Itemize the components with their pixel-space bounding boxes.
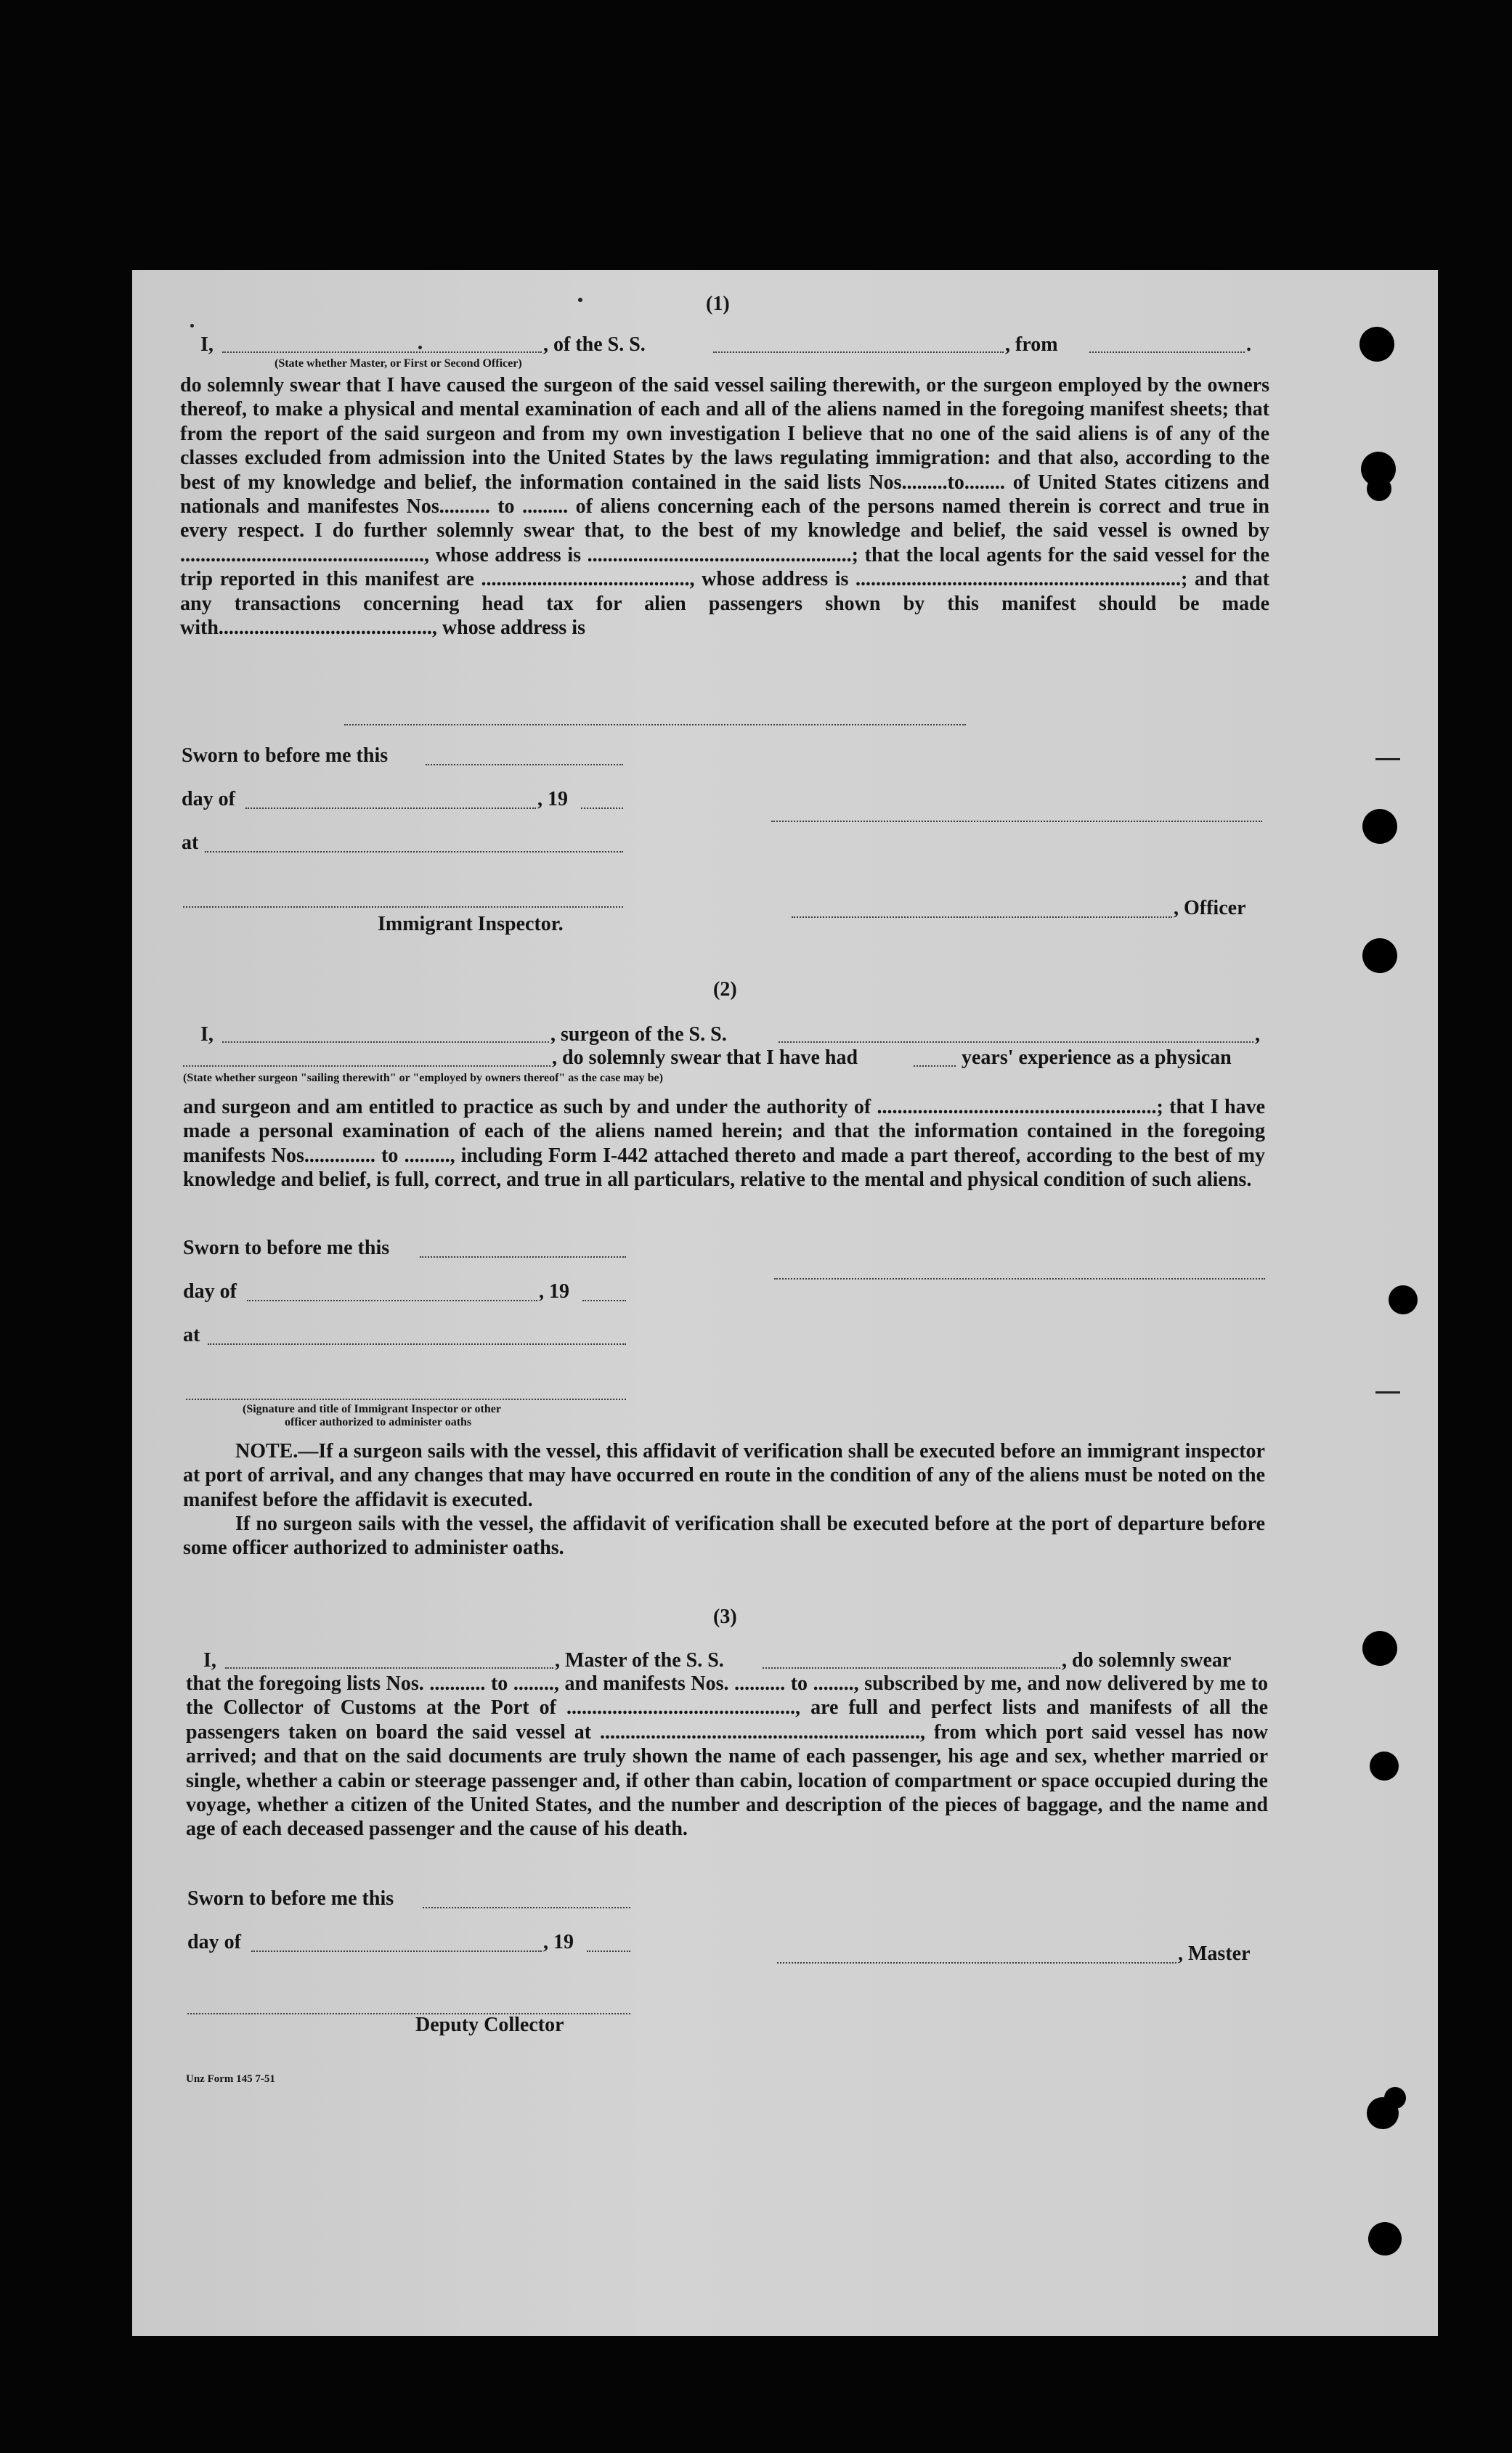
surgeon-type-field[interactable]: [183, 1065, 550, 1067]
deputy-collector-label: Deputy Collector: [415, 2014, 564, 2036]
officer-label: , Officer: [1174, 897, 1246, 919]
section1-at-field[interactable]: [205, 851, 623, 853]
section2-body: and surgeon and am entitled to practice as such by and under the authority of .......................................................; that I have made a personal examination of each of the aliens named herein; and that the information contained in the foregoing manifests Nos.............. to ........., including Form I-442 attached thereto and made a part thereof, according to the best of my knowledge and belief, is full, correct, and true in all particulars, relative to the mental and physical condition of such aliens.: [183, 1096, 1265, 1192]
section3-i-label: I,: [203, 1649, 216, 1672]
section3-sworn-label: Sworn to before me this: [187, 1887, 394, 1910]
section3-ship-name-field[interactable]: [763, 1667, 1060, 1669]
head-tax-address-field[interactable]: [344, 724, 966, 725]
section2-i-label: I,: [200, 1023, 214, 1046]
section1-day-of-label: day of: [182, 788, 235, 810]
section1-sworn-label: Sworn to before me this: [182, 744, 389, 767]
binder-hole: [1367, 476, 1391, 501]
section2-sworn-date-field[interactable]: [420, 1256, 626, 1258]
section2-at-label: at: [183, 1324, 200, 1346]
form-number: Unz Form 145 7-51: [186, 2073, 275, 2085]
section1-body: do solemnly swear that I have caused the surgeon of the said vessel sailing therewith, or the surgeon employed by the owners thereof, to make a physical and mental examination of each and all of the aliens named in the foregoing manifest sheets; that from the report of the said surgeon and from my own investigation I believe that no one of the said aliens is of any of the classes excluded from admission into the United States by the laws regulating immigration: and that also, according to the best of my knowledge and belief, the information contained in the said lists Nos.........to........ of United States citizens and nationals and manifestes Nos.......... to ......... of aliens concerning each of the persons named therein is correct and true in every respect. I do further solemnly swear that, to the best of my knowledge and belief, the said vessel is owned by ................................................, whose address is ....................................................; that the local agents for the said vessel for the trip reported in this manifest are ........................................., whose address is ................................................................; and that any transactions concerning head tax for alien passengers shown by this manifest should be made with.........................................., whose address is: [180, 374, 1269, 640]
section2-surgeon-label: , surgeon of the S. S.: [550, 1023, 727, 1046]
section1-heading: (1): [706, 293, 730, 315]
speck: [578, 298, 582, 302]
immigrant-inspector-label: Immigrant Inspector.: [378, 913, 564, 935]
section3-day-of-label: day of: [187, 1931, 241, 1953]
section2-year-label: , 19: [539, 1280, 569, 1303]
master-name-field[interactable]: [222, 351, 542, 353]
section1-year-field[interactable]: [581, 808, 623, 809]
ship-name-field[interactable]: [713, 351, 1004, 353]
departure-port-field[interactable]: [1089, 351, 1245, 353]
section2-day-of-label: day of: [183, 1280, 237, 1303]
section2-sworn-label: Sworn to before me this: [183, 1237, 390, 1259]
section3-heading: (3): [713, 1606, 737, 1628]
note-paragraph-2: If no surgeon sails with the vessel, the affidavit of verification shall be executed before at the port of departure before some officer authorized to administer oaths.: [183, 1513, 1265, 1560]
section1-line-end: .: [1246, 333, 1251, 356]
section2-heading: (2): [713, 978, 737, 1001]
note-paragraph-1: NOTE.—If a surgeon sails with the vessel, this affidavit of verification shall be executed before an immigrant inspector at port of arrival, and any changes that may have occurred en route in the condition of any of the aliens must be noted on the manifest before the affidavit is executed.: [183, 1440, 1265, 1511]
form-page: [132, 270, 1438, 2336]
signature-note-line1: (Signature and title of Immigrant Inspector or other: [243, 1403, 501, 1415]
section3-year-label: , 19: [543, 1931, 574, 1953]
inspector-signature-line[interactable]: [183, 906, 623, 908]
section3-master-signature-label: , Master: [1178, 1943, 1251, 1965]
margin-dash: [1375, 1391, 1400, 1394]
margin-dash: [1375, 758, 1400, 760]
section1-signature-line[interactable]: [771, 821, 1262, 822]
section1-month-field[interactable]: [245, 808, 536, 809]
surgeon-name-field[interactable]: [222, 1041, 549, 1043]
section2-year-field[interactable]: [582, 1300, 626, 1301]
section1-officer-note: (State whether Master, or First or Second Officer): [275, 357, 522, 370]
binder-hole: [1370, 1752, 1399, 1781]
section3-body: that the foregoing lists Nos. ........... to ........, and manifests Nos. .......... to ........, subscribed by me, and now delivered by me to the Collector of Customs at the Port of ............................................., are full and perfect lists and manifests of all the passengers taken on board the said vessel at ..............................................................., from which port said vessel has now arrived; and that on the said documents are truly shown the name of each passenger, his age and sex, whether married or single, whether a cabin or steerage passenger and, if other than cabin, location of compartment or space occupied during the voyage, whether a citizen of the United States, and the number and description of the pieces of baggage, and the name and age of each deceased passenger and the cause of his death.: [186, 1672, 1268, 1841]
section1-sworn-date-field[interactable]: [426, 764, 623, 765]
binder-hole: [1359, 327, 1394, 362]
section2-ship-name-field[interactable]: [779, 1041, 1253, 1043]
section2-inspector-signature-line[interactable]: [186, 1399, 626, 1400]
section1-i-label: I,: [200, 333, 214, 356]
section3-year-field[interactable]: [587, 1950, 630, 1952]
section3-swear-label: , do solemnly swear: [1062, 1649, 1232, 1672]
speck: [190, 324, 194, 328]
section1-of-ss-label: , of the S. S.: [543, 333, 646, 356]
section3-month-field[interactable]: [251, 1950, 542, 1952]
section3-sworn-date-field[interactable]: [423, 1907, 630, 1908]
section3-master-label: , Master of the S. S.: [555, 1649, 724, 1672]
binder-hole: [1368, 2222, 1402, 2255]
section1-at-label: at: [182, 831, 199, 854]
officer-signature-line[interactable]: [792, 916, 1172, 918]
master-signature-line[interactable]: [777, 1962, 1176, 1964]
binder-hole: [1384, 2087, 1406, 2109]
section2-line-end: ,: [1255, 1023, 1260, 1046]
section2-surgeon-note: (State whether surgeon "sailing therewith" or "employed by owners thereof" as the case may be): [183, 1072, 663, 1084]
binder-hole: [1362, 1631, 1397, 1666]
binder-hole: [1362, 938, 1397, 973]
section2-at-field[interactable]: [208, 1343, 626, 1345]
section3-master-name-field[interactable]: [225, 1667, 553, 1669]
section1-from-label: , from: [1005, 333, 1058, 356]
signature-note-line2: officer authorized to administer oaths: [285, 1416, 472, 1428]
speck: [418, 346, 422, 349]
binder-hole: [1362, 809, 1397, 844]
years-experience-field[interactable]: [914, 1065, 956, 1067]
binder-hole: [1389, 1285, 1418, 1314]
section2-month-field[interactable]: [247, 1300, 537, 1301]
section2-swear-text: , do solemnly swear that I have had: [552, 1046, 858, 1069]
section1-year-label: , 19: [537, 788, 568, 810]
surgeon-signature-line[interactable]: [774, 1278, 1265, 1280]
section2-years-text: years' experience as a physican: [962, 1046, 1232, 1069]
